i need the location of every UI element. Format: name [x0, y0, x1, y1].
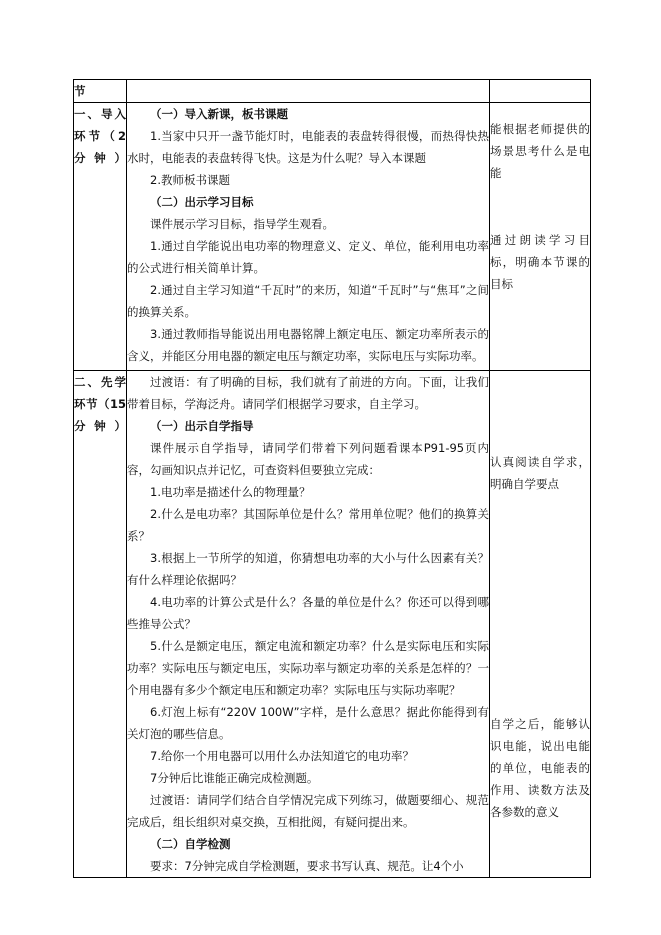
table-row [74, 80, 591, 103]
content-cell-intro [127, 103, 490, 371]
stage-cell-partial: 节 [74, 80, 127, 103]
question-item: 4.电功率的计算公式是什么？各量的单位是什么？你还可以得到哪些推导公式？ [127, 595, 489, 631]
side-cell-empty [490, 80, 591, 103]
side-note: 认真阅读自学求，明确自学要点 [490, 455, 590, 491]
paragraph: 课件展示自学指导，请同学们带着下列问题看课本P91-95页内容，勾画知识点并记忆，可查资料但要独立完成： [127, 441, 489, 477]
paragraph: 3.通过教师指导能说出用电器铭牌上额定电压、额定功率所表示的含义，并能区分用电器的额定电压与额定功率，实际电压与实际功率。 [127, 327, 489, 363]
paragraph: 1.当家中只开一盏节能灯时，电能表的表盘转得很慢，而热得快热水时，电能表的表盘转得飞快。这是为什么呢？导入本课题 [127, 129, 489, 165]
section-heading: （一）导入新课，板书课题 [150, 107, 288, 121]
paragraph: 2.教师板书课题 [150, 173, 230, 187]
question-item: 6.灯泡上标有“220V 100W”字样，是什么意思？据此你能得到有关灯泡的哪些信息。 [127, 705, 489, 741]
paragraph: 过渡语：请同学们结合自学情况完成下列练习，做题要细心、规范完成后，组长组织对桌交换，互相批阅，有疑问提出来。 [127, 793, 489, 829]
question-item: 1.电功率是描述什么的物理量？ [150, 485, 311, 499]
question-item: 3.根据上一节所学的知道，你猜想电功率的大小与什么因素有关？有什么样理论依据吗？ [127, 551, 489, 587]
side-note: 通过朗读学习目标，明确本节课的目标 [490, 233, 590, 291]
table-row [74, 103, 591, 371]
question-item: 2.什么是电功率？其国际单位是什么？常用单位呢？他们的换算关系？ [127, 507, 489, 543]
stage-label-intro: 一、导入环节（2分钟） [74, 103, 127, 371]
paragraph: 1.通过自学能说出电功率的物理意义、定义、单位，能利用电功率的公式进行相关简单计算。 [127, 239, 489, 275]
question-item: 5.什么是额定电压，额定电流和额定功率？什么是实际电压和实际功率？实际电压与额定电压，实际功率与额定功率的关系是怎样的？一个用电器有多少个额定电压和额定功率？实际电压与实际功率呢？ [127, 639, 489, 697]
side-notes-selfstudy [490, 371, 591, 878]
side-note: 能根据老师提供的场景思考什么是电能 [490, 122, 590, 180]
paragraph: 2.通过自主学习知道“千瓦时”的来历，知道“千瓦时”与“焦耳”之间的换算关系。 [127, 283, 489, 319]
content-cell-selfstudy [127, 371, 490, 878]
paragraph: 课件展示学习目标，指导学生观看。 [150, 217, 334, 231]
side-notes-intro [490, 103, 591, 371]
paragraph: 7分钟后比谁能正确完成检测题。 [150, 771, 319, 785]
section-heading: （一）出示自学指导 [150, 419, 254, 433]
side-note: 自学之后，能够认识电能，说出电能的单位，电能表的作用、读数方法及各参数的意义 [490, 717, 590, 819]
table-row [74, 371, 591, 878]
section-heading: （二）出示学习目标 [150, 195, 254, 209]
stage-label-selfstudy: 二、先学环节（15分钟） [74, 371, 127, 878]
content-cell-empty [127, 80, 490, 103]
lesson-plan-table [73, 79, 591, 878]
question-item: 7.给你一个用电器可以用什么办法知道它的电功率？ [150, 749, 414, 763]
paragraph: 要求：7分钟完成自学检测题，要求书写认真、规范。让4个小 [150, 859, 464, 873]
section-heading: （二）自学检测 [150, 837, 231, 851]
paragraph: 过渡语：有了明确的目标，我们就有了前进的方向。下面，让我们带着目标，学海泛舟。请同学们根据学习要求，自主学习。 [127, 375, 489, 411]
